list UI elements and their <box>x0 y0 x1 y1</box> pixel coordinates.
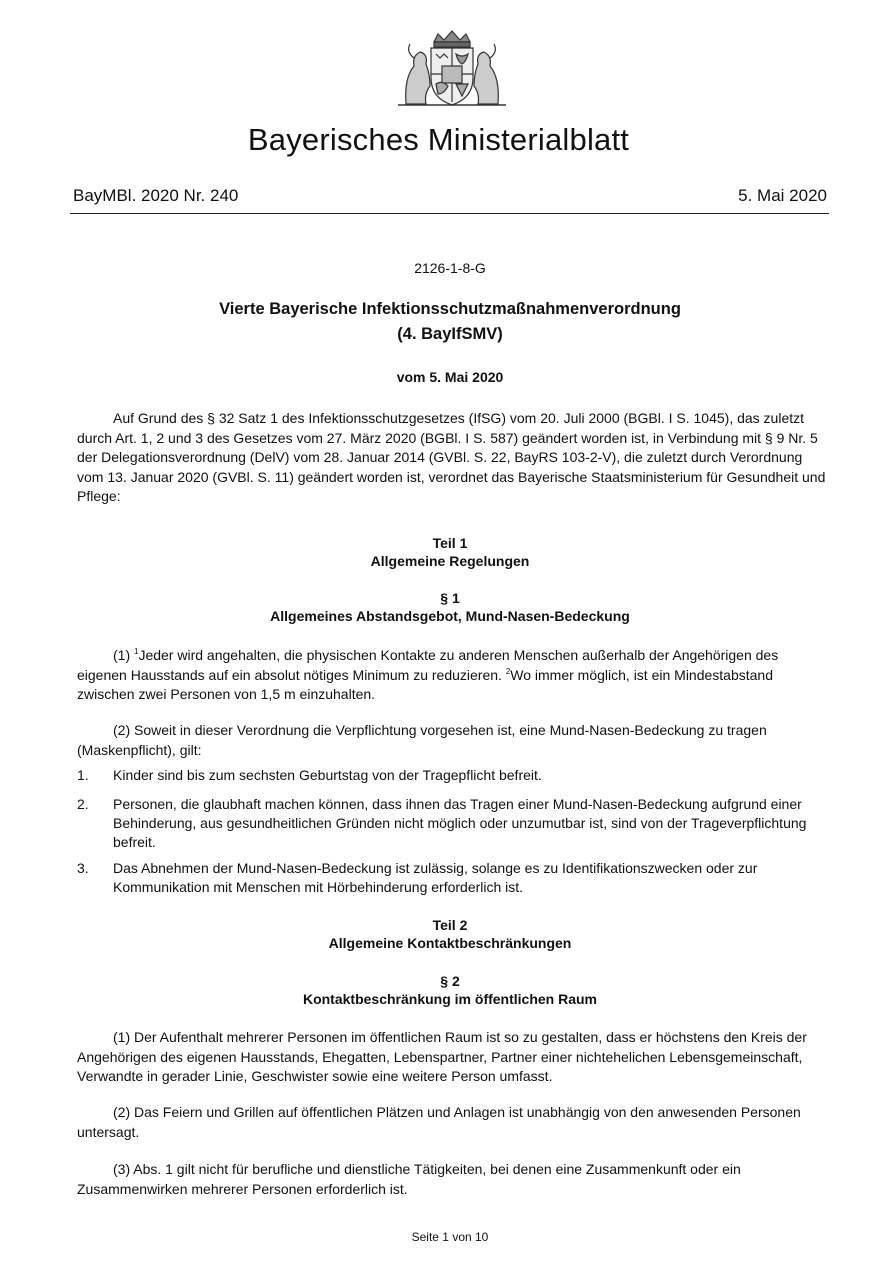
list-item-text: Personen, die glaubhaft machen können, dass ihnen das Tragen einer Mund-Nasen-Bedeckung aufgrund einer Behinderung, aus gesundheitlichen Gründen nicht möglich oder unzumutbar ist, sind von der Trageverpflichtung befreit. <box>113 796 807 850</box>
section2-label: § 2 <box>440 973 460 989</box>
part1-heading: Allgemeine Regelungen <box>370 553 530 569</box>
list-item-number: 3. <box>77 860 89 876</box>
section2-paragraph2 <box>77 1103 829 1142</box>
classification-number: 2126-1-8-G <box>414 260 486 276</box>
preamble <box>77 409 829 507</box>
sentence-text: Jeder wird angehalten, die physischen Kontakte zu anderen Menschen außerhalb der Angehörigen des eigenen Hausstands auf ein absolut nötiges Minimum zu reduzieren. <box>77 647 779 683</box>
section2-heading: Kontaktbeschränkung im öffentlichen Raum <box>302 991 598 1007</box>
header-divider <box>70 213 829 214</box>
part1-label: Teil 1 <box>432 535 468 551</box>
issue-number: BayMBl. 2020 Nr. 240 <box>73 186 239 205</box>
regulation-title: Vierte Bayerische Infektionsschutzmaßnahmenverordnung <box>219 300 681 318</box>
section2-paragraph1 <box>77 1028 829 1087</box>
paragraph-text: (2) Das Feiern und Grillen auf öffentlichen Plätzen und Anlagen ist unabhängig von den anwesenden Personen untersagt. <box>77 1104 801 1140</box>
list-item <box>77 795 829 852</box>
section1-label: § 1 <box>440 590 460 606</box>
list-item <box>77 766 829 785</box>
section1-paragraph2 <box>77 721 829 760</box>
paragraph-text: (2) Soweit in dieser Verordnung die Verpflichtung vorgesehen ist, eine Mund-Nasen-Bedeckung zu tragen (Maskenpflicht), gilt: <box>77 722 767 758</box>
issue-date: 5. Mai 2020 <box>738 186 827 205</box>
preamble-text: Auf Grund des § 32 Satz 1 des Infektionsschutzgesetzes (IfSG) vom 20. Juli 2000 (BGBl. I S. 1045), das zuletzt durch Art. 1, 2 und 3 des Gesetzes vom 27. März 2020 (BGBl. I S. 587) geändert worden ist, in Verbindung mit § 9 Nr. 5 der Delegationsverordnung (DelV) vom 28. Januar 2014 (GVBl. S. 22, BayRS 103-2-V), die zuletzt durch Verordnung vom 13. Januar 2020 (GVBl. S. 11) geändert worden ist, verordnet das Bayerische Staatsministerium für Gesundheit und Pflege: <box>77 410 826 504</box>
list-item-text: Kinder sind bis zum sechsten Geburtstag von der Tragepflicht befreit. <box>113 767 542 783</box>
journal-title: Bayerisches Ministerialblatt <box>247 122 630 157</box>
paragraph-text: (3) Abs. 1 gilt nicht für berufliche und dienstliche Tätigkeiten, bei denen eine Zusammenkunft oder ein Zusammenwirken mehrerer Personen erforderlich ist. <box>77 1161 741 1197</box>
paragraph-text: (1) Der Aufenthalt mehrerer Personen im öffentlichen Raum ist so zu gestalten, dass er höchstens den Kreis der Angehörigen des eigenen Hausstands, Ehegatten, Lebenspartner, Partner einer nichtehelichen Lebensgemeinschaft, Verwandte in gerader Linie, Geschwister sowie eine weitere Person umfasst. <box>77 1029 807 1084</box>
list-item-number: 2. <box>77 796 89 812</box>
paragraph-number: (1) <box>113 647 134 663</box>
section1-paragraph1 <box>77 646 829 705</box>
list-item-text: Das Abnehmen der Mund-Nasen-Bedeckung ist zulässig, solange es zu Identifikationszwecken oder zur Kommunikation mit Menschen mit Hörbehinderung erforderlich ist. <box>113 860 758 895</box>
section1-heading: Allgemeines Abstandsgebot, Mund-Nasen-Bedeckung <box>270 608 630 624</box>
part2-heading: Allgemeine Kontaktbeschränkungen <box>328 935 572 951</box>
page-number: Seite 1 von 10 <box>411 1230 489 1244</box>
regulation-abbreviation: (4. BayIfSMV) <box>397 325 503 343</box>
part2-label: Teil 2 <box>432 917 468 933</box>
list-item <box>77 859 829 897</box>
sentence-number: 1 <box>134 647 139 656</box>
list-item-number: 1. <box>77 767 89 783</box>
bavarian-coat-of-arms-icon <box>384 28 520 108</box>
regulation-date: vom 5. Mai 2020 <box>396 369 504 385</box>
sentence-number: 2 <box>505 666 511 676</box>
sentence-text: Wo immer möglich, ist ein Mindestabstand zwischen zwei Personen von 1,5 m einzuhalten. <box>77 666 773 702</box>
section2-paragraph3 <box>77 1160 829 1199</box>
